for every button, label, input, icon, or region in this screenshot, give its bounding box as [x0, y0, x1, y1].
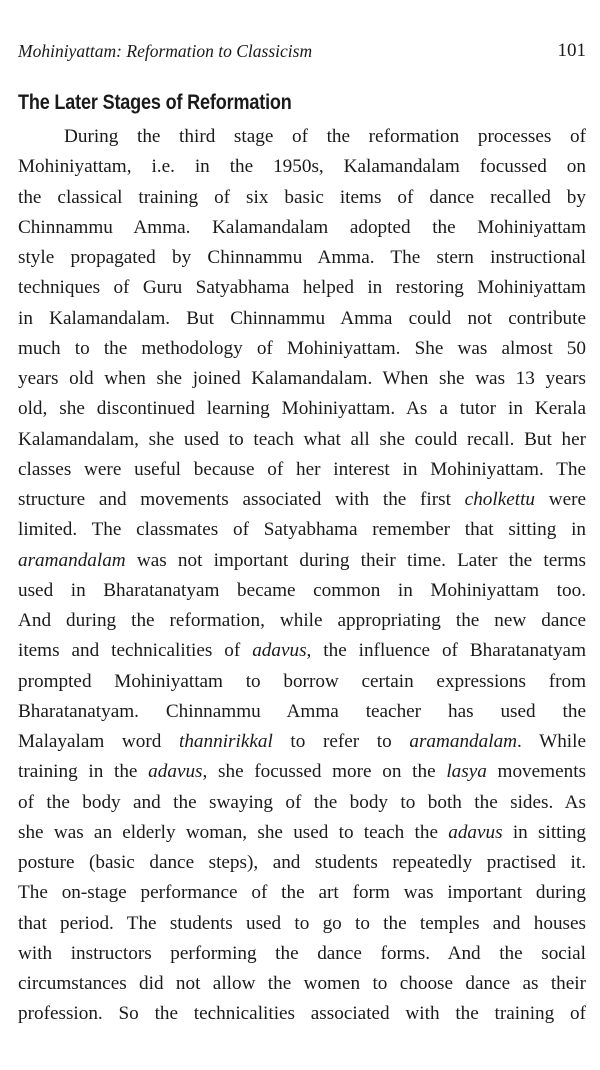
text-run: limited. The classmates of Satyabhama remember that sitting in [18, 519, 586, 541]
text-run: used in Bharatanatyam became common in Mohiniyattam too. [18, 579, 586, 601]
text-line [18, 152, 586, 182]
text-run: in sitting [502, 821, 586, 843]
text-run: structure and movements associated with the first [18, 489, 465, 510]
text-line [18, 878, 586, 908]
text-run: prompted Mohiniyattam to borrow certain expressions from [18, 670, 586, 692]
running-head [18, 38, 586, 64]
text-line [18, 757, 586, 787]
text-line [18, 455, 586, 485]
text-run: she was an elderly woman, she used to teach the [18, 821, 449, 843]
text-line [18, 606, 586, 636]
text-run: Kalamandalam, she used to teach what all she could recall. But her [18, 428, 586, 450]
text-run: to refer to [272, 731, 410, 752]
text-line [18, 969, 586, 999]
text-run: . While [517, 731, 586, 752]
text-run: , the influence of Bharatanatyam [306, 640, 586, 662]
text-line [18, 394, 586, 424]
italic-term: aramandalam [409, 731, 518, 752]
text-run: profession. So the technicalities associated with the training of [18, 1003, 586, 1025]
text-run: The on-stage performance of the art form was important during [18, 882, 586, 904]
text-run: movements [486, 761, 586, 783]
text-line [18, 667, 586, 697]
italic-term: adavus [148, 761, 203, 783]
text-run: the classical training of six basic items of dance recalled by [18, 186, 586, 208]
text-run: years old when she joined Kalamandalam. When she was 13 years [18, 368, 586, 389]
body-paragraph [18, 122, 586, 1030]
text-line [18, 939, 586, 969]
text-line [18, 788, 586, 818]
text-run: circumstances did not allow the women to choose dance as their [18, 973, 586, 994]
text-line [18, 546, 586, 576]
text-line [18, 636, 586, 666]
text-run: Bharatanatyam. Chinnammu Amma teacher has used the [18, 700, 586, 722]
text-line [18, 364, 586, 394]
text-run: in Kalamandalam. But Chinnammu Amma could not contribute [18, 307, 586, 329]
text-run: much to the methodology of Mohiniyattam. She was almost 50 [18, 337, 586, 359]
text-run: And during the reformation, while appropriating the new dance [18, 610, 586, 631]
text-run: of the body and the swaying of the body to both the sides. As [18, 791, 586, 813]
italic-term: lasya [446, 761, 487, 783]
text-run: posture (basic dance steps), and students repeatedly practised it. [18, 852, 586, 873]
text-run: techniques of Guru Satyabhama helped in restoring Mohiniyattam [18, 277, 586, 299]
text-line [18, 515, 586, 545]
italic-term: aramandalam [18, 549, 126, 571]
text-run: items and technicalities of [18, 640, 253, 662]
text-line [18, 485, 586, 515]
running-head-title: Mohiniyattam: Reformation to Classicism [18, 41, 313, 61]
italic-term: thannirikkal [179, 731, 273, 752]
text-run: training in the [18, 761, 149, 783]
text-run: old, she discontinued learning Mohiniyattam. As a tutor in Kerala [18, 398, 586, 420]
text-line [18, 122, 586, 152]
text-line [18, 334, 586, 364]
text-run: Chinnammu Amma. Kalamandalam adopted the Mohiniyattam [18, 216, 586, 238]
italic-term: cholkettu [464, 489, 535, 510]
text-run: were [535, 489, 586, 510]
italic-term: adavus [252, 640, 307, 662]
text-line [18, 576, 586, 606]
text-run: Mohiniyattam, i.e. in the 1950s, Kalamandalam focussed on [18, 156, 586, 178]
text-line [18, 697, 586, 727]
text-line [18, 818, 586, 848]
text-run: , she focussed more on the [202, 761, 447, 783]
text-line [18, 183, 586, 213]
text-run: During the third stage of the reformation processes of [64, 126, 586, 147]
book-page [18, 0, 588, 1070]
text-run: classes were useful because of her interest in Mohiniyattam. The [18, 458, 586, 480]
text-line [18, 727, 586, 757]
text-line [18, 999, 586, 1029]
italic-term: adavus [448, 821, 503, 843]
text-line [18, 909, 586, 939]
page-number: 101 [557, 40, 586, 61]
text-run: with instructors performing the dance forms. And the social [18, 942, 586, 964]
text-line [18, 848, 586, 878]
text-line [18, 243, 586, 273]
text-run: Malayalam word [18, 731, 179, 752]
text-run: was not important during their time. Later the terms [125, 549, 586, 571]
text-line [18, 273, 586, 303]
text-run: style propagated by Chinnammu Amma. The stern instructional [18, 247, 586, 268]
section-heading: The Later Stages of Reformation [18, 91, 292, 114]
text-line [18, 304, 586, 334]
text-line [18, 213, 586, 243]
text-line [18, 425, 586, 455]
text-run: that period. The students used to go to the temples and houses [18, 912, 586, 934]
